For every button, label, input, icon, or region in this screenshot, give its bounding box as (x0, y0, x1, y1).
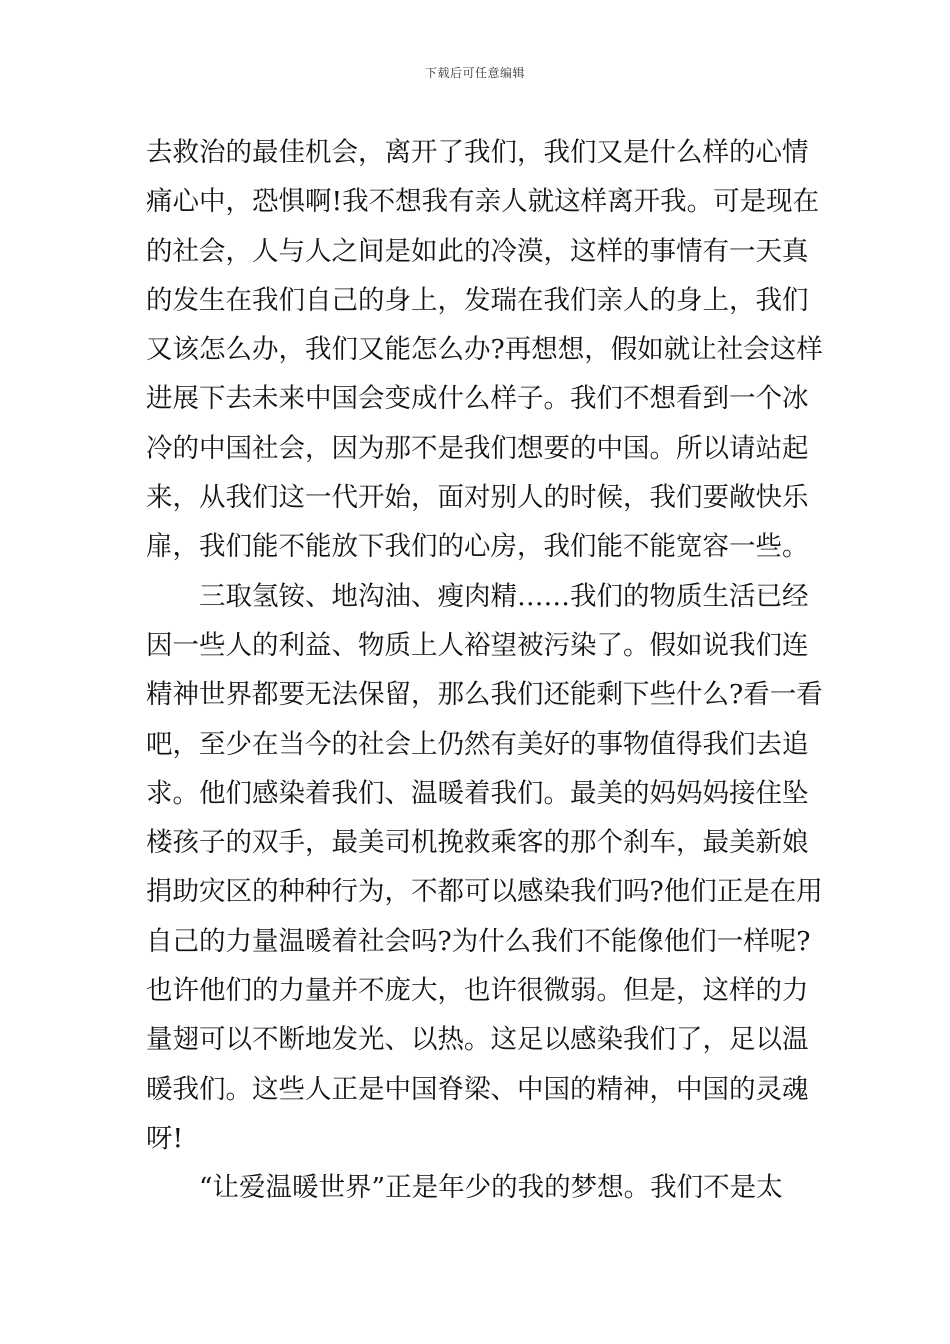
text-line: 去救治的最佳机会，离开了我们，我们又是什么样的心情 (146, 137, 809, 168)
text-line: 吧，至少在当今的社会上仍然有美好的事物值得我们去追 (146, 728, 809, 760)
text-line: 的社会，人与人之间是如此的冷漠，这样的事情有一天真 (146, 235, 809, 267)
text-line: 自己的力量温暖着社会吗?为什么我们不能像他们一样呢? (146, 925, 811, 957)
text-line: 因一些人的利益、物质上人裕望被污染了。假如说我们连 (146, 629, 809, 661)
text-line: 又该怎么办，我们又能怎么办?再想想，假如就让社会这样 (146, 334, 823, 366)
text-line: 精神世界都要无法保留，那么我们还能剩下些什么?看一看 (146, 679, 823, 711)
text-line: 量翅可以不断地发光、以热。这足以感染我们了，足以温 (146, 1024, 809, 1056)
page-header: 下载后可任意编辑 (424, 66, 525, 80)
paragraph-start-line: 三取氢铵、地沟油、瘦肉精……我们的物质生活已经 (199, 580, 809, 612)
text-line: 呀! (146, 1122, 184, 1154)
text-line: 扉，我们能不能放下我们的心房，我们能不能宽容一些。 (146, 531, 809, 563)
text-line: 痛心中，恐惧啊!我不想我有亲人就这样离开我。可是现在 (146, 186, 820, 218)
text-line: 求。他们感染着我们、温暖着我们。最美的妈妈妈接住坠 (146, 777, 809, 809)
text-line: 冷的中国社会，因为那不是我们想要的中国。所以请站起 (146, 432, 809, 464)
text-line: 的发生在我们自己的身上，发瑞在我们亲人的身上，我们 (146, 284, 809, 316)
body-text (146, 128, 823, 1213)
text-line: 暖我们。这些人正是中国脊梁、中国的精神，中国的灵魂 (146, 1073, 809, 1105)
text-line: 进展下去未来中国会变成什么样子。我们不想看到一个冰 (146, 383, 809, 415)
text-line: 楼孩子的双手，最美司机挽救乘客的那个刹车，最美新娘 (146, 827, 809, 859)
text-line: 捐助灾区的种种行为，不都可以感染我们吗?他们正是在用 (146, 876, 823, 908)
text-line: 也许他们的力量并不庞大，也许很微弱。但是，这样的力 (146, 975, 809, 1007)
text-line: 来，从我们这一代开始，面对别人的时候，我们要敞快乐 (146, 482, 809, 514)
paragraph-start-line: “让爱温暖世界”正是年少的我的梦想。我们不是太 (199, 1172, 783, 1204)
